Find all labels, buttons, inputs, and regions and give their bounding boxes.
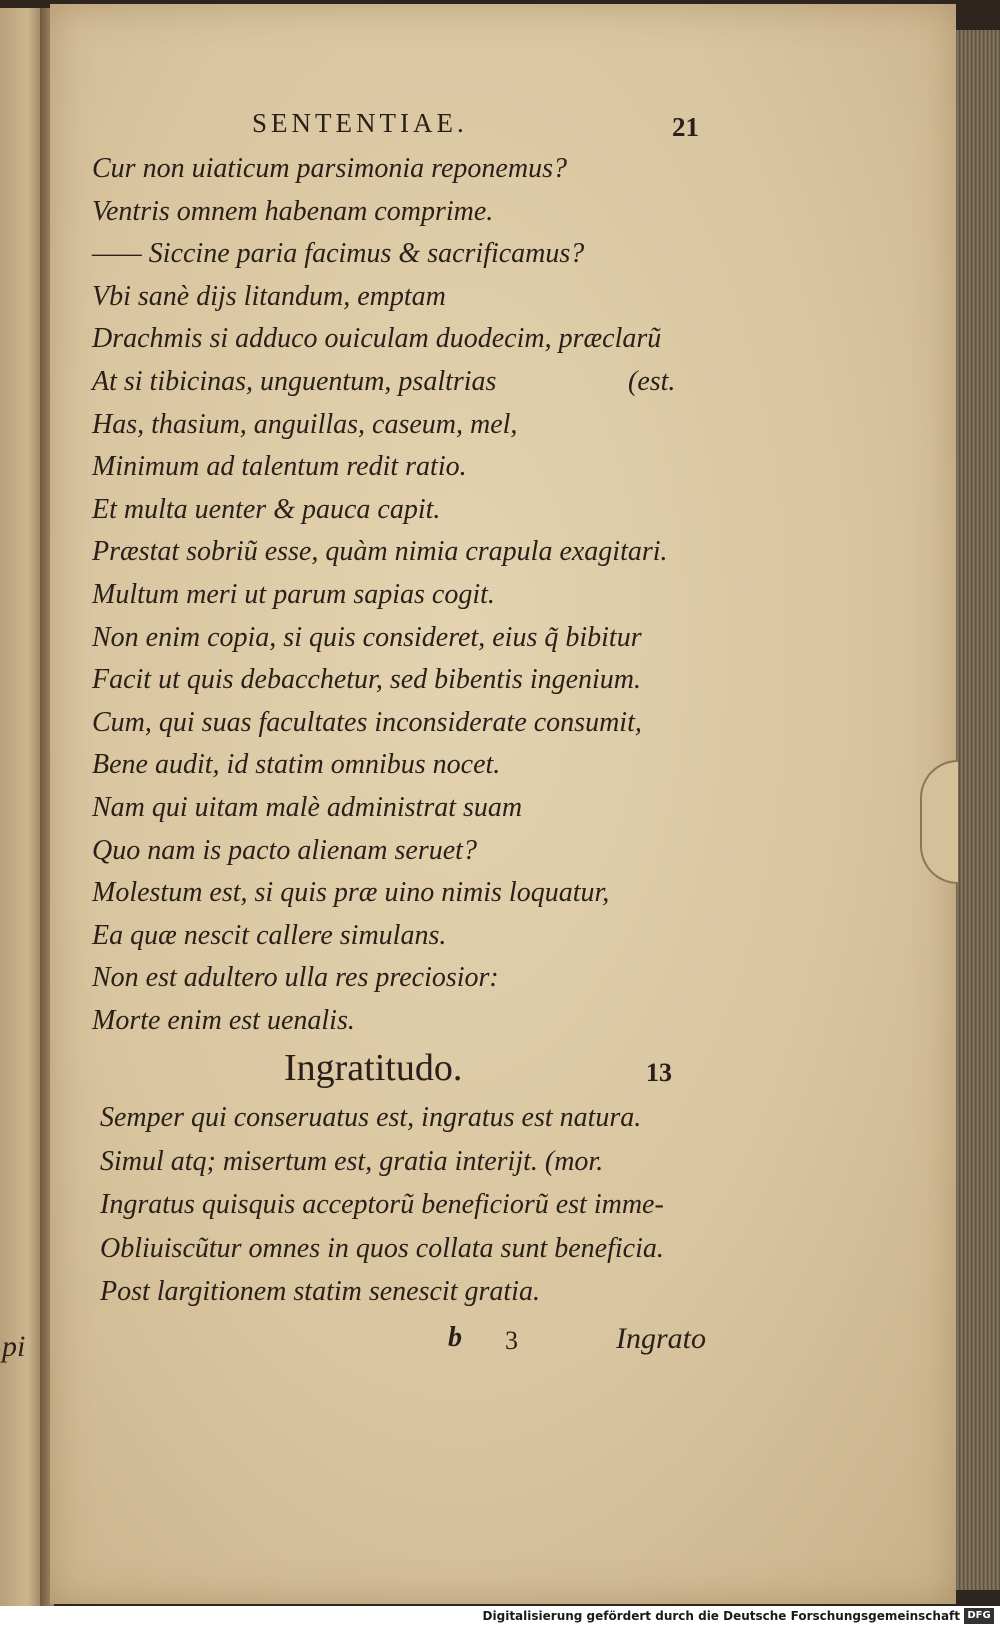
text-line: Non enim copia, si quis consideret, eius q̃ bibitur — [92, 621, 642, 653]
dfg-logo: DFG — [964, 1608, 994, 1624]
text-line: —— Siccine paria facimus & sacrificamus? — [92, 238, 585, 270]
signature-number: 3 — [505, 1326, 518, 1355]
text-line: Multum meri ut parum sapias cogit. — [92, 578, 495, 610]
text-line: Quo nam is pacto alienam seruet? — [92, 834, 477, 866]
text-line: Molestum est, si quis præ uino nimis loquatur, — [92, 877, 610, 909]
text-line: Drachmis si adduco ouiculam duodecim, præclarũ — [92, 323, 662, 355]
turnover-text: (est. — [628, 365, 676, 397]
text-line: Ea quæ nescit callere simulans. — [92, 919, 447, 951]
text-line-with-turnover — [92, 361, 732, 404]
page-fore-edge — [956, 30, 1000, 1590]
text-line: Bene audit, id statim omnibus nocet. — [92, 749, 501, 781]
page-fold-curl — [920, 760, 958, 884]
page-number: 21 — [672, 112, 699, 142]
footer-credit: Digitalisierung gefördert durch die Deutsche Forschungsgemeinschaft — [482, 1609, 960, 1623]
text-line: Post largitionem statim senescit gratia. — [100, 1276, 540, 1307]
text-line: Vbi sanè dijs litandum, emptam — [92, 280, 446, 312]
text-line: Facit ut quis debacchetur, sed bibentis ingenium. — [92, 664, 642, 696]
text-line: At si tibicinas, unguentum, psaltrias — [92, 365, 497, 397]
signature-mark: b — [448, 1322, 462, 1353]
text-line: Præstat sobriũ esse, quàm nimia crapula exagitari. — [92, 536, 668, 568]
text-block-bottom — [100, 1096, 740, 1314]
text-line: Semper qui conseruatus est, ingratus est natura. — [100, 1102, 642, 1133]
text-line: Ventris omnem habenam comprime. — [92, 195, 494, 227]
section-heading: Ingratitudo. — [284, 1047, 463, 1089]
text-line: Morte enim est uenalis. — [92, 1004, 355, 1036]
text-block-top — [92, 148, 732, 1042]
text-line: Minimum ad talentum redit ratio. — [92, 451, 467, 483]
text-line: Cum, qui suas facultates inconsiderate consumit, — [92, 706, 642, 738]
text-line: Ingratus quisquis acceptorũ beneficiorũ est imme- — [100, 1189, 664, 1220]
text-line: Cur non uiaticum parsimonia reponemus? — [92, 153, 567, 184]
text-line: Nam qui uitam malè administrat suam — [92, 791, 523, 823]
text-line: Et multa uenter & pauca capit. — [92, 493, 441, 525]
section-number: 13 — [646, 1058, 672, 1087]
running-head: SENTENTIAE. — [252, 108, 468, 138]
text-line: Has, thasium, anguillas, caseum, mel, — [92, 408, 518, 440]
text-line: Simul atq; misertum est, gratia interijt. (mor. — [100, 1145, 604, 1177]
facing-page-margin-text: pi — [2, 1330, 26, 1363]
text-line: Non est adultero ulla res preciosior: — [92, 962, 499, 994]
catchword: Ingrato — [616, 1322, 706, 1355]
text-line: Obliuiscũtur omnes in quos collata sunt beneficia. — [100, 1232, 664, 1264]
